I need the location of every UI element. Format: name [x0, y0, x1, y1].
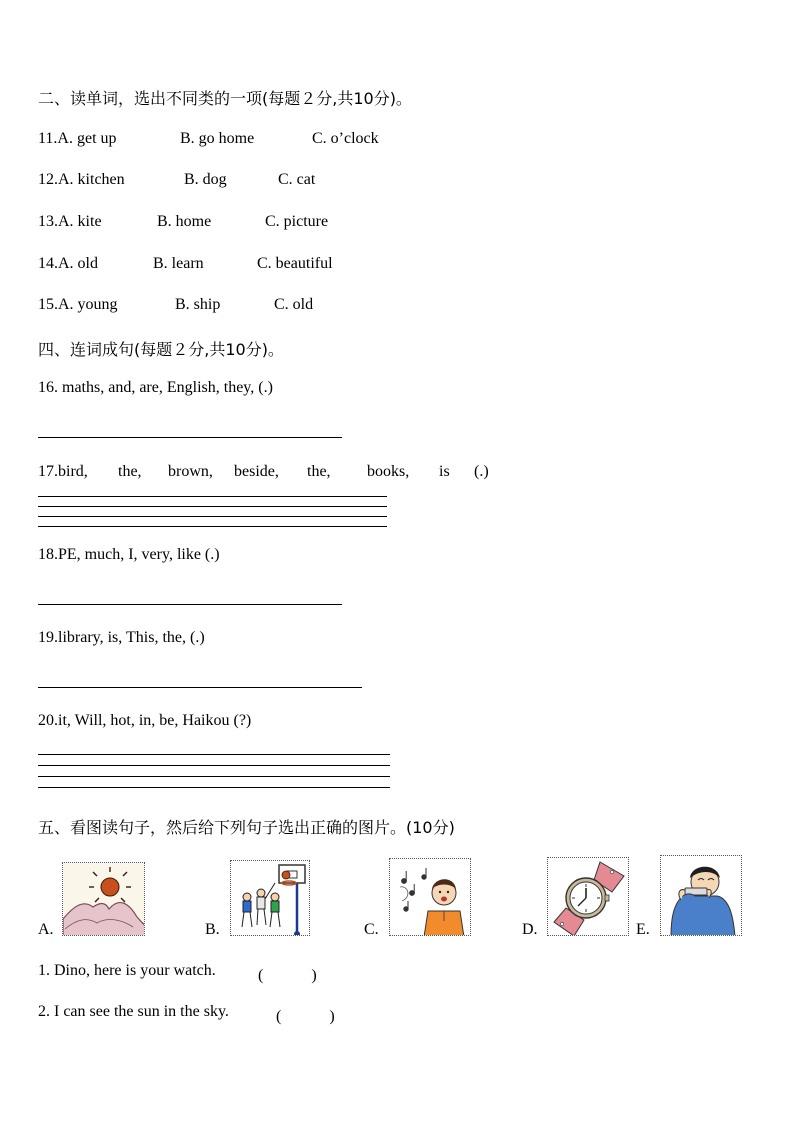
- option-a-text: A. kitchen: [58, 171, 125, 188]
- answer-line-20d[interactable]: [38, 787, 390, 788]
- sun-over-mountain-icon: [63, 863, 145, 936]
- sentence-2-text: 2. I can see the sun in the sky.: [38, 1003, 229, 1020]
- question-number: 11.: [38, 130, 58, 147]
- question-19-prompt: 19.library, is, This, the, (.): [38, 629, 205, 646]
- question-number: 15.: [38, 296, 58, 313]
- question-number: 12.: [38, 171, 58, 188]
- question-number: 13.: [38, 213, 58, 230]
- section4-title: 四、连词成句(每题２分,共10分)。: [38, 340, 284, 359]
- answer-line-17b[interactable]: [38, 506, 387, 507]
- option-a-text: A. young: [58, 296, 118, 313]
- question-16-prompt: 16. maths, and, are, English, they, (.): [38, 379, 273, 396]
- sentence-2-answer-blank[interactable]: ( ): [276, 1008, 335, 1025]
- answer-line-19[interactable]: [38, 687, 362, 688]
- answer-line-17c[interactable]: [38, 516, 387, 517]
- answer-line-16[interactable]: [38, 437, 342, 438]
- question-number: 14.: [38, 255, 58, 272]
- picture-e[interactable]: [660, 855, 742, 936]
- question-13-option-c[interactable]: C. picture: [265, 213, 329, 230]
- picture-c[interactable]: [389, 858, 471, 936]
- picture-a-label: A.: [38, 921, 54, 938]
- children-basketball-icon: [231, 861, 310, 936]
- section2-title: 二、读单词，选出不同类的一项(每题２分,共10分)。: [38, 89, 412, 108]
- section5-title: 五、看图读句子，然后给下列句子选出正确的图片。(10分): [38, 818, 455, 837]
- answer-line-20a[interactable]: [38, 754, 390, 755]
- question-15-option-b[interactable]: B. ship: [175, 296, 221, 313]
- wristwatch-icon: [548, 858, 629, 936]
- picture-d[interactable]: [547, 857, 629, 936]
- question-18-prompt: 18.PE, much, I, very, like (.): [38, 546, 220, 563]
- question-12-option-c[interactable]: C. cat: [278, 171, 316, 188]
- picture-d-label: D.: [522, 921, 538, 938]
- answer-line-17d[interactable]: [38, 526, 387, 527]
- option-a-text: A. kite: [58, 213, 102, 230]
- word-token: 17.bird,: [38, 463, 88, 480]
- picture-b-label: B.: [205, 921, 220, 938]
- question-15-option-c[interactable]: C. old: [274, 296, 314, 313]
- word-token: beside,: [234, 463, 279, 480]
- option-a-text: A. old: [58, 255, 98, 272]
- picture-c-label: C.: [364, 921, 379, 938]
- word-token: the,: [118, 463, 142, 480]
- sentence-2: [38, 1003, 229, 1021]
- question-13-option-a[interactable]: [38, 213, 102, 231]
- question-14-option-b[interactable]: B. learn: [153, 255, 204, 272]
- boy-singing-icon: [390, 859, 471, 936]
- sentence-1: [38, 962, 216, 980]
- picture-e-label: E.: [636, 921, 650, 938]
- question-14-option-c[interactable]: C. beautiful: [257, 255, 333, 272]
- question-14-option-a[interactable]: [38, 255, 98, 273]
- question-20-prompt: 20.it, Will, hot, in, be, Haikou (?): [38, 712, 252, 729]
- question-12-option-b[interactable]: B. dog: [184, 171, 227, 188]
- question-15-option-a[interactable]: [38, 296, 118, 314]
- answer-line-17a[interactable]: [38, 496, 387, 497]
- word-token: brown,: [168, 463, 213, 480]
- answer-line-20b[interactable]: [38, 765, 390, 766]
- question-11-option-c[interactable]: C. o’clock: [312, 130, 379, 147]
- sentence-1-text: 1. Dino, here is your watch.: [38, 962, 216, 979]
- picture-a[interactable]: [62, 862, 145, 936]
- picture-b[interactable]: [230, 860, 310, 936]
- word-token: is: [439, 463, 450, 480]
- question-12-option-a[interactable]: [38, 171, 125, 189]
- question-11-option-a[interactable]: [38, 130, 117, 148]
- answer-line-20c[interactable]: [38, 776, 390, 777]
- answer-line-18[interactable]: [38, 604, 342, 605]
- question-13-option-b[interactable]: B. home: [157, 213, 212, 230]
- boy-playing-harmonica-icon: [661, 856, 742, 936]
- word-token: the,: [307, 463, 331, 480]
- option-a-text: A. get up: [57, 130, 117, 147]
- sentence-1-answer-blank[interactable]: ( ): [258, 967, 317, 984]
- question-11-option-b[interactable]: B. go home: [180, 130, 255, 147]
- word-token: (.): [474, 463, 489, 480]
- word-token: books,: [367, 463, 410, 480]
